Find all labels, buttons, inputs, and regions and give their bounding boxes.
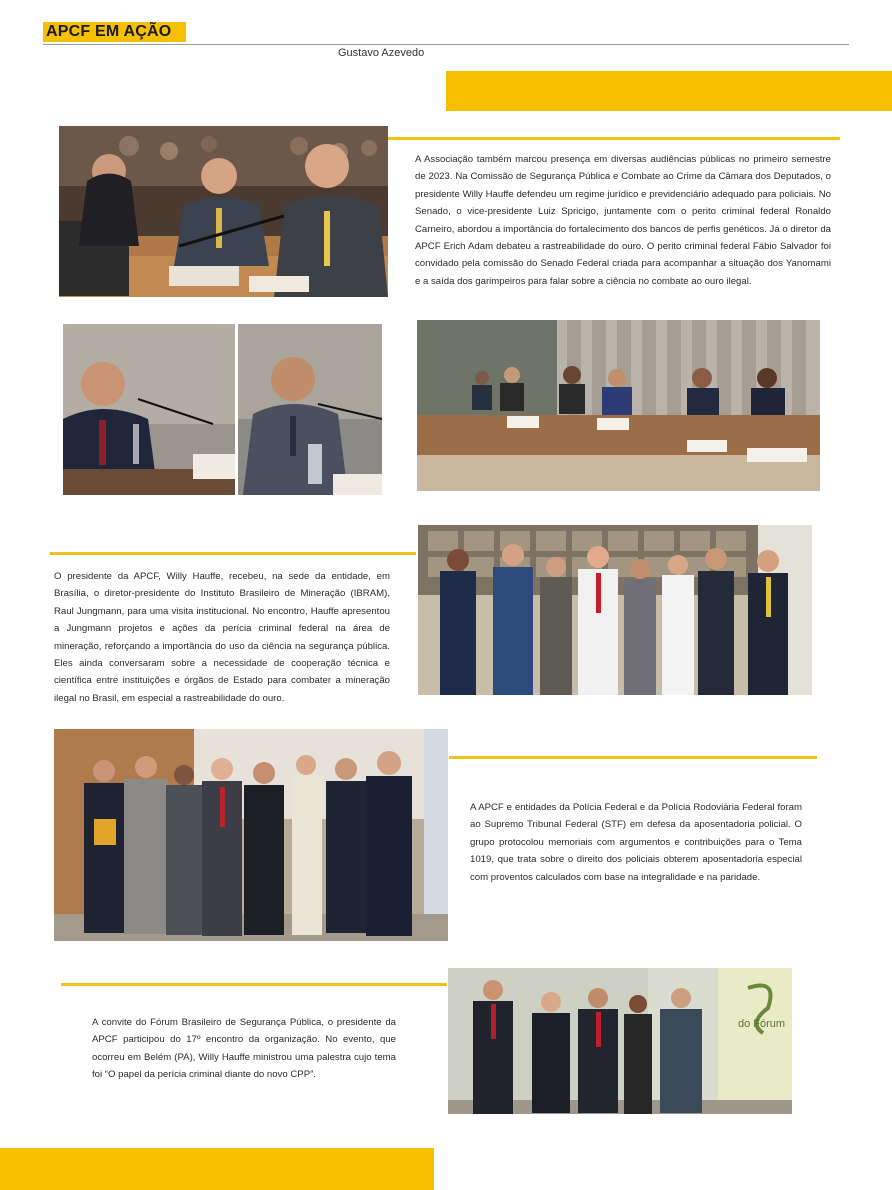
article-4-rule (61, 983, 447, 986)
article-1-rule (388, 137, 840, 140)
header-accent-bar (446, 71, 892, 111)
photo-chamber-hearing (59, 126, 388, 297)
author-name: Gustavo Azevedo (338, 47, 425, 59)
article-3-text: A APCF e entidades da Polícia Federal e da Polícia Rodoviária Federal foram ao Supremo Tribunal Federal (STF) em defesa da aposentadoria policial. O grupo protocolou memoriais com argumentos e contribuições para o Tema 1019, que trata sobre o direito dos policiais obterem aposentadoria especial com proventos calculados com base na integralidade e na paridade. (470, 802, 802, 883)
article-3-rule (449, 756, 817, 759)
footer-accent-bar (0, 1148, 434, 1190)
article-2-text: O presidente da APCF, Willy Hauffe, recebeu, na sede da entidade, em Brasília, o diretor-presidente do Instituto Brasileiro de Mineração (IBRAM), Raul Jungmann, para uma visita institucional. No encontro, Hauffe apresentou a Jungmann projetos e ações da perícia criminal federal na área de mineração, reforçando a importância do uso da ciência na segurança pública. Eles ainda conversaram sobre a necessidade de cooperação técnica e científica entre instituições e órgãos de Estado para combater a mineração ilegal no Brasil, em especial a rastreabilidade do ouro. (54, 571, 390, 704)
forum-banner-text: do Fórum (738, 1018, 786, 1030)
photo-senate-speaker-1 (63, 324, 235, 495)
header-divider (43, 44, 849, 45)
photo-ibram-visit (418, 525, 812, 695)
article-1-text: A Associação também marcou presença em diversas audiências públicas no primeiro semestre de 2023. Na Comissão de Segurança Pública e Combate ao Crime da Câmara dos Deputados, o presidente Willy Hauffe defendeu um regime jurídico e previdenciário adequado para policiais. No Senado, o vice-presidente Luiz Spricigo, juntamente com o perito criminal federal Ronaldo Carneiro, abordou a importância do fortalecimento dos bancos de perfis genéticos. Já o diretor da APCF Erich Adam debateu a rastreabilidade do ouro. O perito criminal federal Fábio Salvador foi convidado pela comissão do Senado Federal criada para acompanhar a situação dos Yanomami e a saída dos garimpeiros para falar sobre a ciência no combate ao ouro ilegal. (415, 154, 831, 287)
photo-senate-speaker-2 (238, 324, 382, 495)
section-title: APCF EM AÇÃO (43, 22, 186, 42)
article-4-text: A convite do Fórum Brasileiro de Segurança Pública, o presidente da APCF participou do 17º encontro da organização. No evento, que ocorreu em Belém (PA), Willy Hauffe ministrou uma palestra cujo tema foi “O papel da perícia criminal diante do novo CPP”. (92, 1017, 396, 1081)
photo-forum-group (448, 968, 792, 1114)
article-2-rule (50, 552, 416, 555)
photo-stf-group (54, 729, 448, 941)
photo-senate-panel (417, 320, 820, 491)
